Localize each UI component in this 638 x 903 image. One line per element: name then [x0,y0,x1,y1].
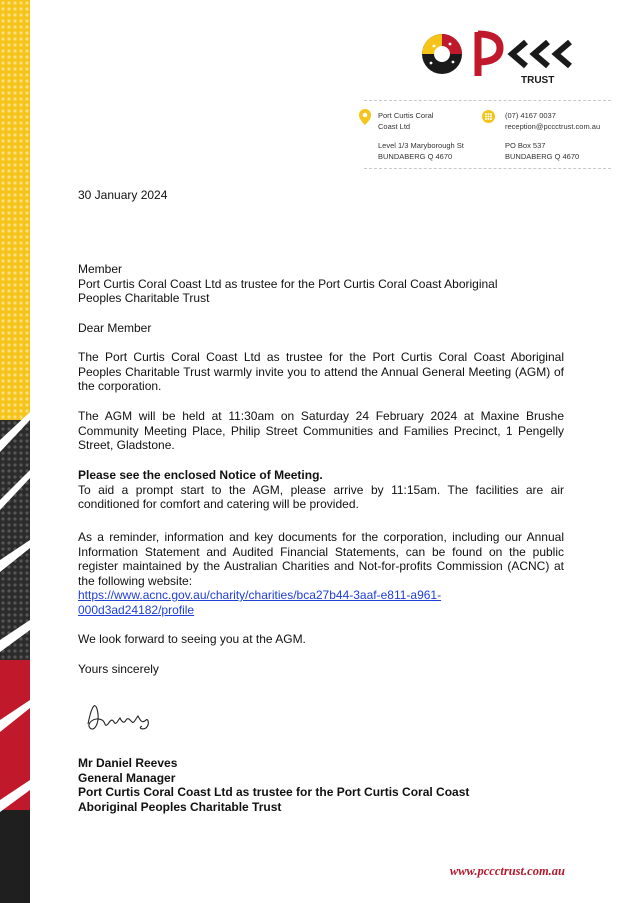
po-city: BUNDABERG Q 4670 [505,151,580,161]
address-line-2: BUNDABERG Q 4670 [378,151,453,161]
footer-website[interactable]: www.pccctrust.com.au [449,864,565,878]
pccc-trust-logo [420,26,600,90]
contact-org-name [378,111,433,132]
contact-email[interactable]: reception@pccctrust.com.au [505,121,601,131]
link-line-1[interactable]: https://www.acnc.gov.au/charity/charities/bca27b44-3aaf-e811-a961- [78,588,442,602]
arrival-note: To aid a prompt start to the AGM, please arrive by 11:15am. The facilities are air conditioned for comfort and catering will be provided. [78,482,564,511]
chevron-c-shape-1 [512,42,526,66]
signer-org-line-2: Aboriginal Peoples Charitable Trust [78,799,282,814]
acnc-text: As a reminder, information and key documents for the corporation, including our Annual Information Statement and Audited Financial Statements, can be found on the public register maintained by the Australian Charities and Not-for-profits Commission (ACNC) at the following website: [78,530,564,588]
recipient-line-3: Peoples Charitable Trust [78,291,210,305]
letter-date: 30 January 2024 [78,188,168,202]
recipient-block [78,262,564,306]
chevron-c-shape-3 [556,42,570,66]
paragraph-notice [78,468,564,512]
closing-paragraph: We look forward to seeing you at the AGM. [78,632,306,646]
paragraph-acnc [78,530,564,617]
sign-off: Yours sincerely [78,662,159,676]
contact-po-box [505,141,579,162]
notice-heading: Please see the enclosed Notice of Meeting. [78,468,323,482]
paragraph-invitation: The Port Curtis Coral Coast Ltd as trustee for the Port Curtis Coral Coast Aboriginal Peoples Charitable Trust warmly invite you to attend the Annual General Meeting (AGM) of the corporation. [78,350,564,393]
contact-top-rule [364,100,611,101]
signer-block [78,756,564,814]
contact-street-address [378,141,464,162]
signer-title: General Manager [78,770,176,785]
paragraph-agm-details: The AGM will be held at 11:30am on Saturday 24 February 2024 at Maxine Brushe Community Meeting Place, Philip Street Communities and Families Precinct, 1 Pengelly Street, Gladstone. [78,409,564,452]
letter-p-shape [478,32,500,76]
handwritten-signature [82,694,162,738]
logo-trust-text: TRUST [521,75,555,86]
org-line-1: Port Curtis Coral [378,111,434,120]
address-line-1: Level 1/3 Maryborough St [378,141,464,150]
dot-circle-emblem-icon [422,34,462,74]
salutation: Dear Member [78,321,152,335]
contact-grid-icon [482,110,495,123]
link-line-2[interactable]: 000d3ad24182/profile [78,602,195,617]
contact-phone-email [505,111,600,132]
signer-name: Mr Daniel Reeves [78,756,178,770]
signer-org-line-1: Port Curtis Coral Coast Ltd as trustee for the Port Curtis Coral Coast [78,785,470,799]
decorative-side-strip [0,0,30,903]
chevron-c-shape-2 [534,42,548,66]
contact-phone: (07) 4167 0037 [505,111,556,120]
org-line-2: Coast Ltd [378,121,411,131]
acnc-profile-link[interactable] [78,588,564,617]
location-pin-icon [359,109,371,125]
recipient-line-2: Port Curtis Coral Coast Ltd as trustee for the Port Curtis Coral Coast Aboriginal [78,276,498,291]
contact-bottom-rule [364,168,611,169]
recipient-line-1: Member [78,262,123,276]
po-box: PO Box 537 [505,141,546,150]
